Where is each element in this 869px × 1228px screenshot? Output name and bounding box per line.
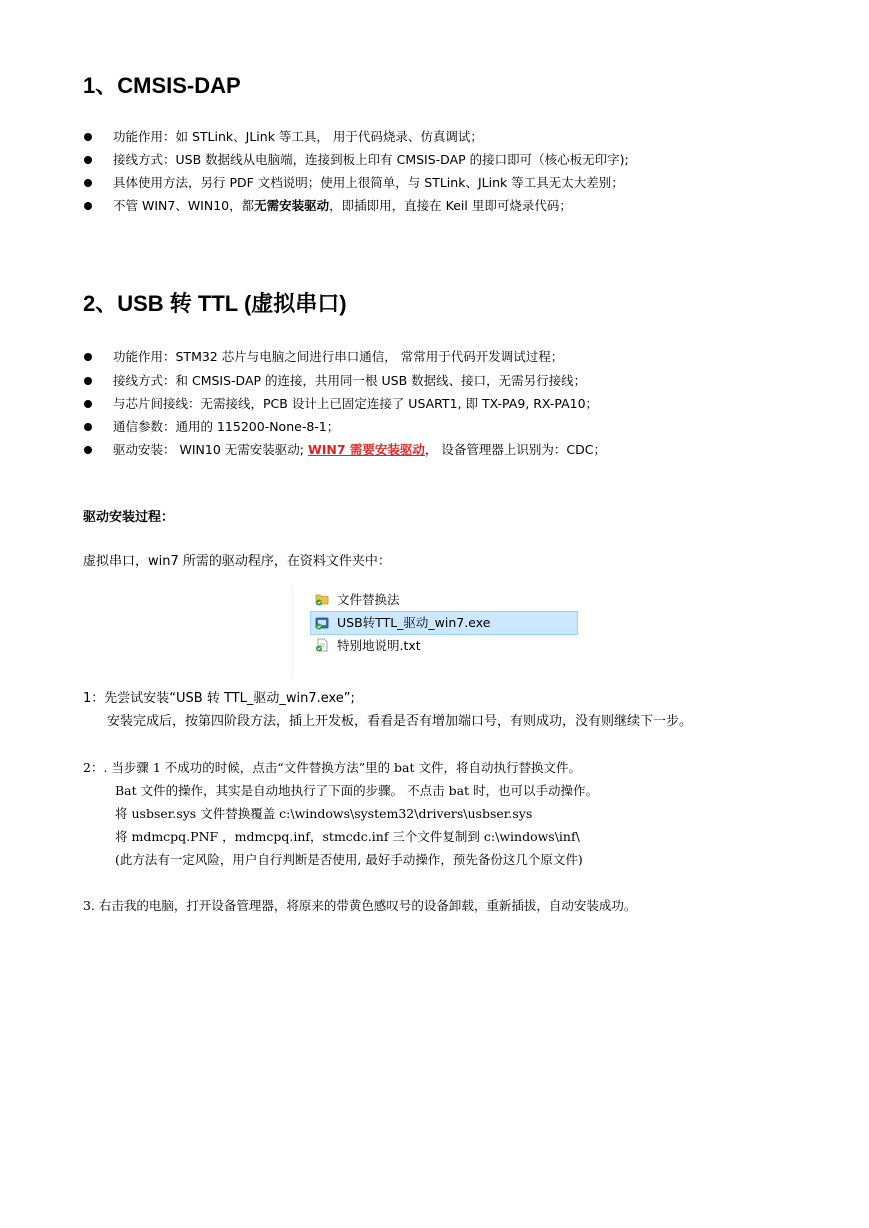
bullet-text-post: ，即插即用，直接在 Keil 里即可烧录代码； [329, 198, 572, 213]
step2-line4: 将 mdmcpq.PNF ，mdmcpq.inf，stmcdc.inf 三个文件复制到 c:\windows\inf\ [115, 829, 580, 844]
file-list [292, 586, 578, 678]
file-item-txt[interactable] [311, 634, 577, 657]
bullet-text [113, 196, 572, 216]
folder-icon [315, 592, 329, 606]
section2-title: 2、USB 转 TTL (虚拟串口) [83, 291, 347, 316]
bullet-icon [84, 156, 92, 164]
bullet-text: 通信参数：通用的 115200-None-8-1； [113, 419, 340, 434]
bullet-text-pre: 不管 WIN7、WIN10，都 [113, 198, 255, 213]
step1-line1: 1：先尝试安装“USB 转 TTL_驱动_win7.exe”; [83, 691, 355, 706]
step3-text: 3. 右击我的电脑，打开设备管理器，将原来的带黄色感叹号的设备卸载，重新插拔，自动安装成功。 [83, 898, 637, 913]
bullet-icon [84, 133, 92, 141]
step1-line2: 安装完成后，按第四阶段方法，插上开发板，看看是否有增加端口号，有则成功，没有则继续下一步。 [107, 714, 693, 729]
bullet-text: 接线方式：USB 数据线从电脑端，连接到板上印有 CMSIS-DAP 的接口即可（核心板无印字); [113, 152, 629, 167]
bullet-icon [84, 400, 92, 408]
bullet-text [113, 440, 606, 460]
bullet-icon [84, 423, 92, 431]
install-heading: 驱动安装过程： [83, 510, 175, 525]
file-item-exe[interactable] [310, 611, 578, 635]
emphasis-no-driver: 无需安装驱动 [254, 198, 330, 213]
exe-icon [315, 616, 329, 630]
bullet-text: 功能作用：如 STLink、JLink 等工具， 用于代码烧录、仿真调试； [113, 129, 483, 144]
install-intro: 虚拟串口，win7 所需的驱动程序，在资料文件夹中： [83, 554, 391, 569]
step2-line1: 2：. 当步骤 1 不成功的时候，点击“文件替换方法”里的 bat 文件，将自动执行替换文件。 [83, 760, 582, 775]
bullet-icon [84, 377, 92, 385]
bullet-text: 功能作用：STM32 芯片与电脑之间进行串口通信， 常常用于代码开发调试过程； [113, 349, 564, 364]
file-name: 文件替换法 [337, 592, 400, 607]
txt-icon [315, 638, 329, 652]
file-name: 特别地说明.txt [337, 638, 421, 653]
bullet-text: 与芯片间接线：无需接线，PCB 设计上已固定连接了 USART1, 即 TX-PA9, RX-PA10； [113, 396, 599, 411]
bullet-icon [84, 353, 92, 361]
file-name: USB转TTL_驱动_win7.exe [337, 615, 491, 630]
warning-win7-driver: WIN7 需要安装驱动 [307, 442, 425, 457]
bullet-text-post: ， 设备管理器上识别为：CDC； [424, 442, 606, 457]
step2-line3: 将 usbser.sys 文件替换覆盖 c:\windows\system32\drivers\usbser.sys [115, 806, 533, 821]
step2-line5: (此方法有一定风险，用户自行判断是否使用, 最好手动操作，预先备份这几个原文件) [115, 852, 583, 867]
bullet-icon [84, 179, 92, 187]
bullet-icon [84, 202, 92, 210]
step2-line2: Bat 文件的操作，其实是自动地执行了下面的步骤。 不点击 bat 时，也可以手动操作。 [115, 783, 599, 798]
section1-title: 1、CMSIS-DAP [83, 73, 241, 98]
bullet-icon [84, 446, 92, 454]
bullet-text: 接线方式：和 CMSIS-DAP 的连接，共用同一根 USB 数据线、接口，无需另行接线； [113, 373, 587, 388]
file-item-folder[interactable] [311, 588, 577, 611]
bullet-text-pre: 驱动安装： WIN10 无需安装驱动; [113, 442, 308, 457]
bullet-text: 具体使用方法，另行 PDF 文档说明；使用上很简单，与 STLink、JLink 等工具无太大差别； [113, 175, 624, 190]
